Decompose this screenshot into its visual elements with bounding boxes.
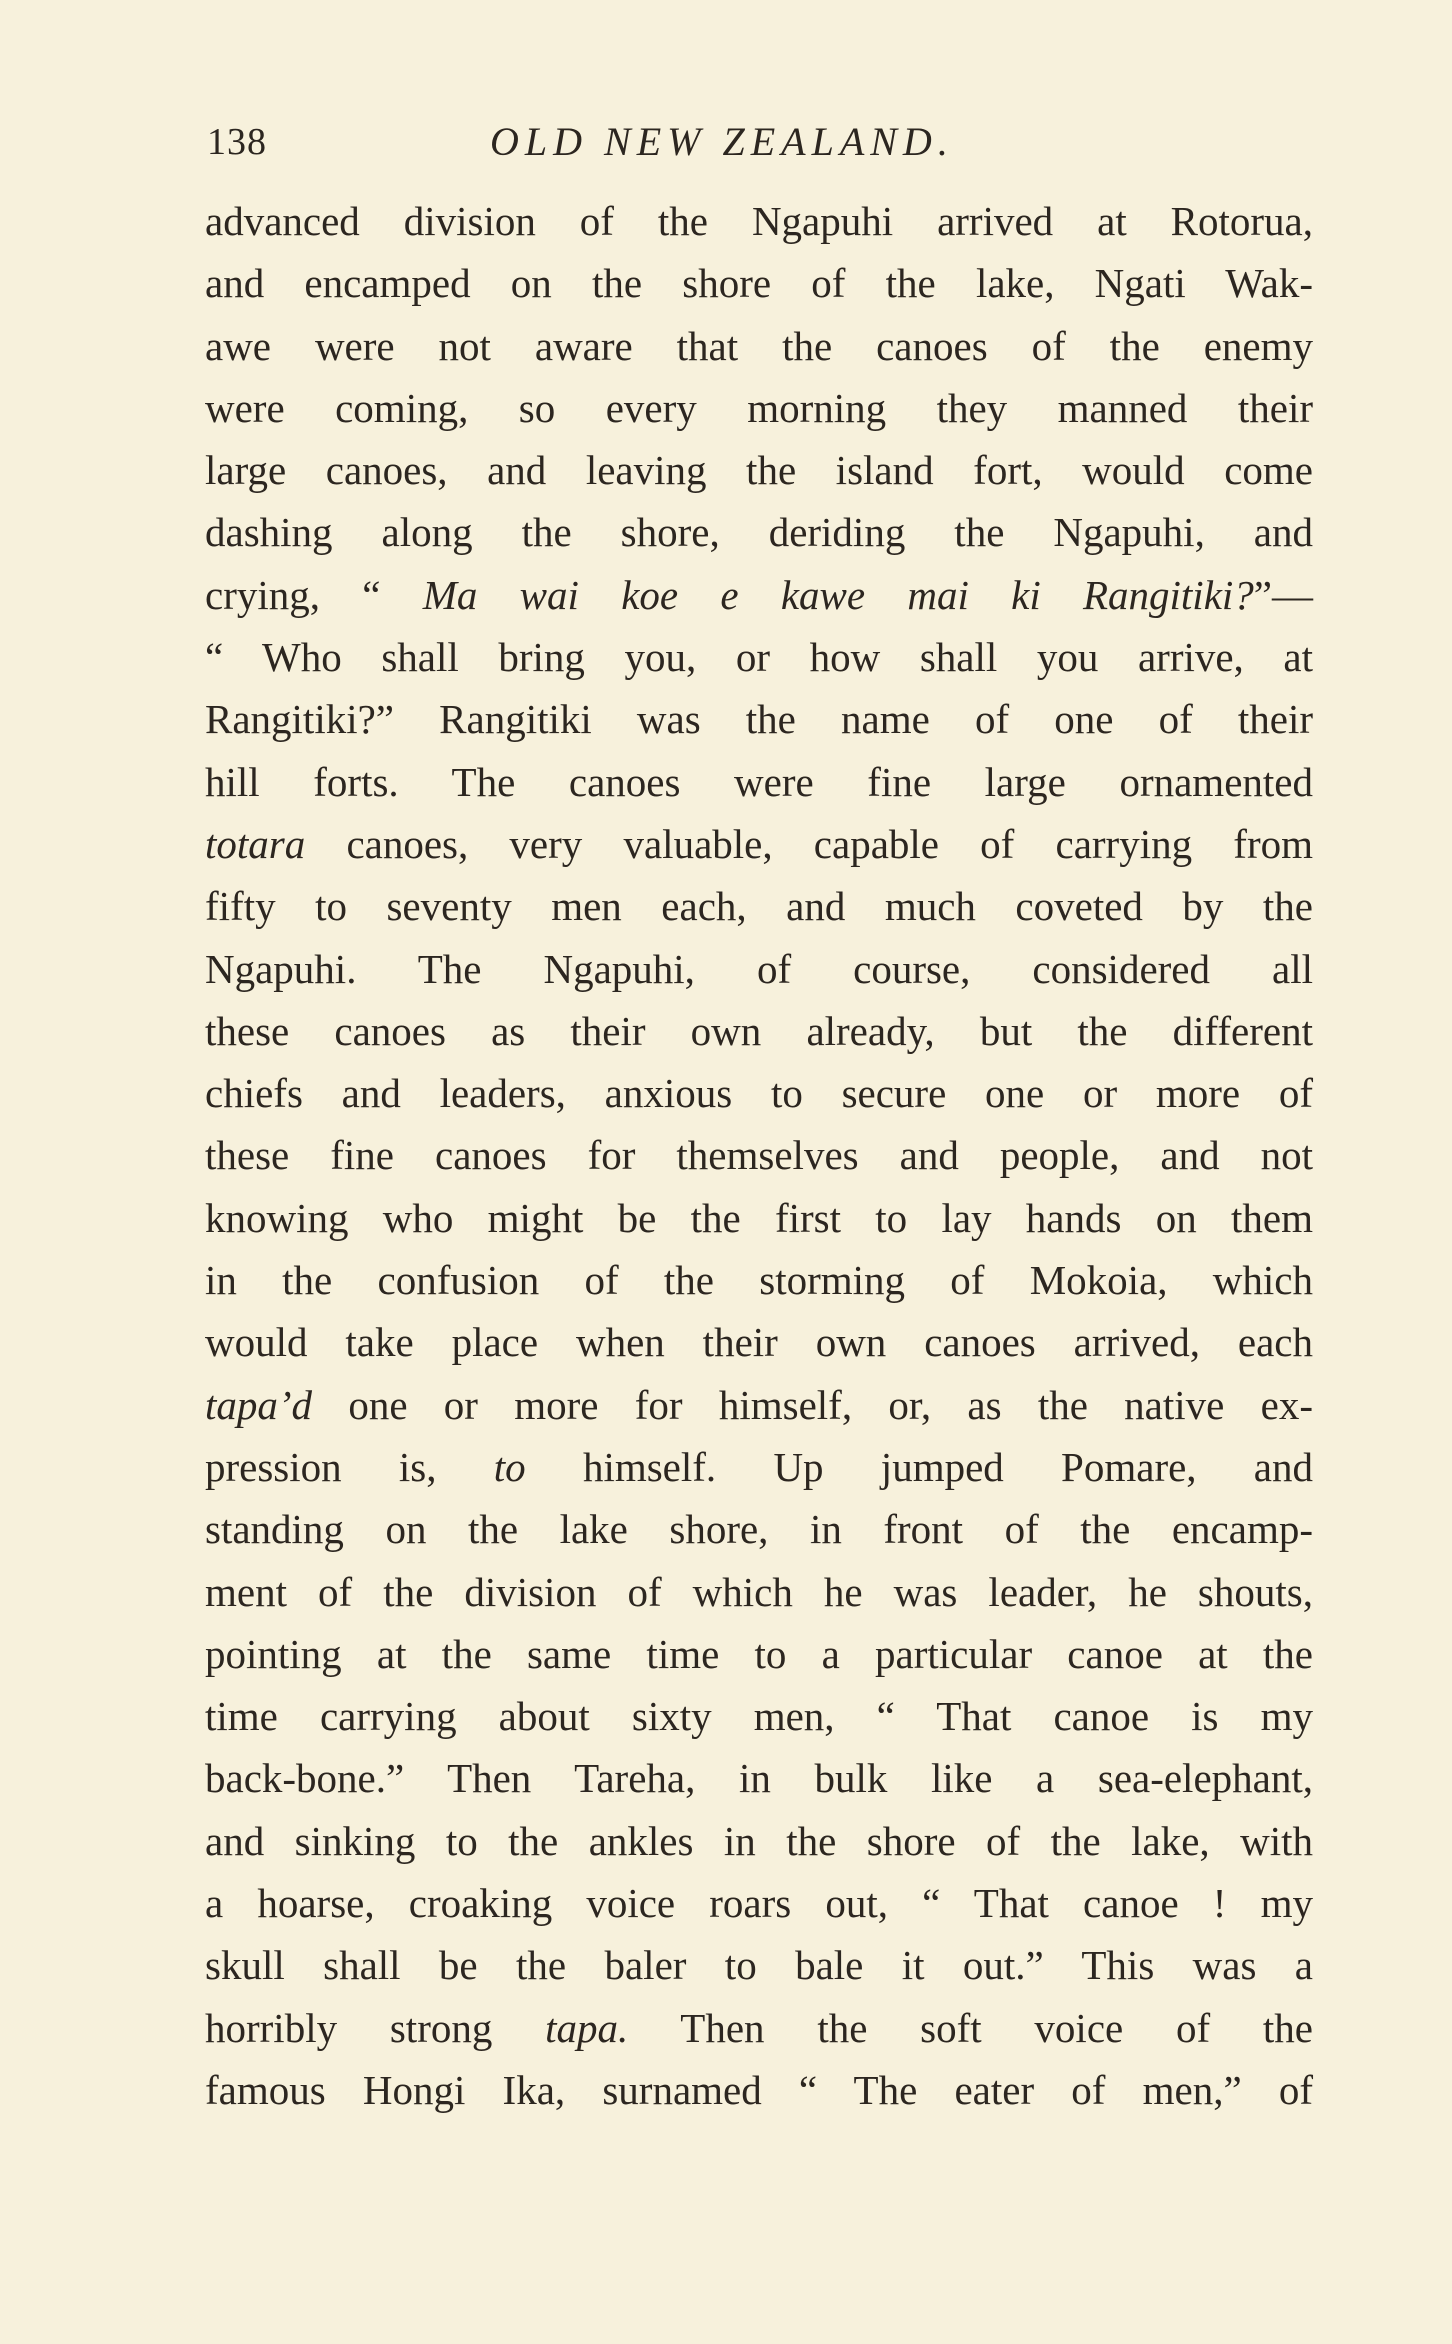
text-line xyxy=(205,1249,1313,1311)
italic-segment: Ma wai koe e kawe mai ki Rangitiki? xyxy=(422,571,1254,618)
text-segment: canoes, very valuable, capable of carrying from xyxy=(305,820,1313,867)
text-line xyxy=(205,1997,1313,2059)
text-line xyxy=(205,1623,1313,1685)
text-line xyxy=(205,626,1313,688)
text-line xyxy=(205,315,1313,377)
text-segment: and sinking to the ankles in the shore of the lake, with xyxy=(205,1817,1313,1864)
text-line xyxy=(205,875,1313,937)
text-line xyxy=(205,1436,1313,1498)
italic-segment: to xyxy=(493,1443,526,1490)
text-line xyxy=(205,751,1313,813)
text-segment: these canoes as their own already, but the different xyxy=(205,1007,1313,1054)
text-line xyxy=(205,813,1313,875)
text-line xyxy=(205,1374,1313,1436)
text-line xyxy=(205,564,1313,626)
text-line xyxy=(205,1062,1313,1124)
text-segment: crying, “ xyxy=(205,571,423,618)
text-segment: large canoes, and leaving the island fort, would come xyxy=(205,447,1313,494)
text-segment: would take place when their own canoes arrived, each xyxy=(205,1319,1313,1366)
text-segment: chiefs and leaders, anxious to secure one or more of xyxy=(205,1070,1313,1117)
text-segment: time carrying about sixty men, “ That canoe is my xyxy=(205,1693,1313,1740)
text-segment: famous Hongi Ika, surnamed “ The eater of men,” of xyxy=(205,2066,1313,2113)
text-segment: skull shall be the baler to bale it out.” This was a xyxy=(205,1942,1313,1989)
text-segment: ment of the division of which he was leader, he shouts, xyxy=(205,1568,1313,1615)
page-number: 138 xyxy=(207,121,267,163)
text-line xyxy=(205,1872,1313,1934)
text-segment: one or more for himself, or, as the native ex- xyxy=(312,1381,1313,1428)
body-text xyxy=(205,190,1313,2121)
italic-segment: tapa. xyxy=(545,2004,629,2051)
italic-segment: tapa’d xyxy=(205,1381,313,1428)
text-segment: a hoarse, croaking voice roars out, “ That canoe ! my xyxy=(205,1880,1313,1927)
text-segment: hill forts. The canoes were fine large ornamented xyxy=(205,758,1313,805)
text-line xyxy=(205,1000,1313,1062)
text-segment: horribly strong xyxy=(205,2004,546,2051)
text-segment: Then the soft voice of the xyxy=(628,2004,1313,2051)
text-line xyxy=(205,190,1313,252)
text-segment: these fine canoes for themselves and people, and not xyxy=(205,1132,1313,1179)
italic-segment: totara xyxy=(205,820,306,867)
text-line xyxy=(205,1311,1313,1373)
running-title: OLD NEW ZEALAND. xyxy=(490,119,954,164)
text-line xyxy=(205,1810,1313,1872)
text-line xyxy=(205,688,1313,750)
text-segment: and encamped on the shore of the lake, Ngati Wak- xyxy=(205,260,1313,307)
text-line xyxy=(205,1561,1313,1623)
text-line xyxy=(205,252,1313,314)
text-segment: pression is, xyxy=(205,1443,494,1490)
text-segment: ”— xyxy=(1253,571,1313,618)
text-line xyxy=(205,1747,1313,1809)
text-line xyxy=(205,1685,1313,1747)
text-segment: standing on the lake shore, in front of the encamp- xyxy=(205,1506,1313,1553)
text-line xyxy=(205,501,1313,563)
text-segment: himself. Up jumped Pomare, and xyxy=(525,1443,1314,1490)
text-segment: pointing at the same time to a particular canoe at the xyxy=(205,1630,1313,1677)
text-segment: advanced division of the Ngapuhi arrived at Rotorua, xyxy=(205,198,1313,244)
text-segment: back-bone.” Then Tareha, in bulk like a sea-elephant, xyxy=(205,1755,1313,1802)
text-segment: fifty to seventy men each, and much coveted by the xyxy=(205,883,1313,930)
text-segment: Rangitiki?” Rangitiki was the name of one of their xyxy=(205,696,1313,743)
text-line xyxy=(205,2059,1313,2121)
text-line xyxy=(205,1124,1313,1186)
text-segment: in the confusion of the storming of Mokoia, which xyxy=(205,1257,1313,1304)
text-line xyxy=(205,439,1313,501)
text-segment: Ngapuhi. The Ngapuhi, of course, considered all xyxy=(205,945,1313,992)
text-segment: dashing along the shore, deriding the Ngapuhi, and xyxy=(205,509,1313,556)
page-header xyxy=(207,112,1317,172)
text-segment: awe were not aware that the canoes of the enemy xyxy=(205,322,1313,369)
text-line xyxy=(205,377,1313,439)
text-segment: were coming, so every morning they manned their xyxy=(205,384,1313,431)
text-line xyxy=(205,938,1313,1000)
text-line xyxy=(205,1498,1313,1560)
text-line xyxy=(205,1187,1313,1249)
text-segment: “ Who shall bring you, or how shall you arrive, at xyxy=(205,634,1313,681)
text-line xyxy=(205,1934,1313,1996)
text-segment: knowing who might be the first to lay hands on them xyxy=(205,1194,1313,1241)
